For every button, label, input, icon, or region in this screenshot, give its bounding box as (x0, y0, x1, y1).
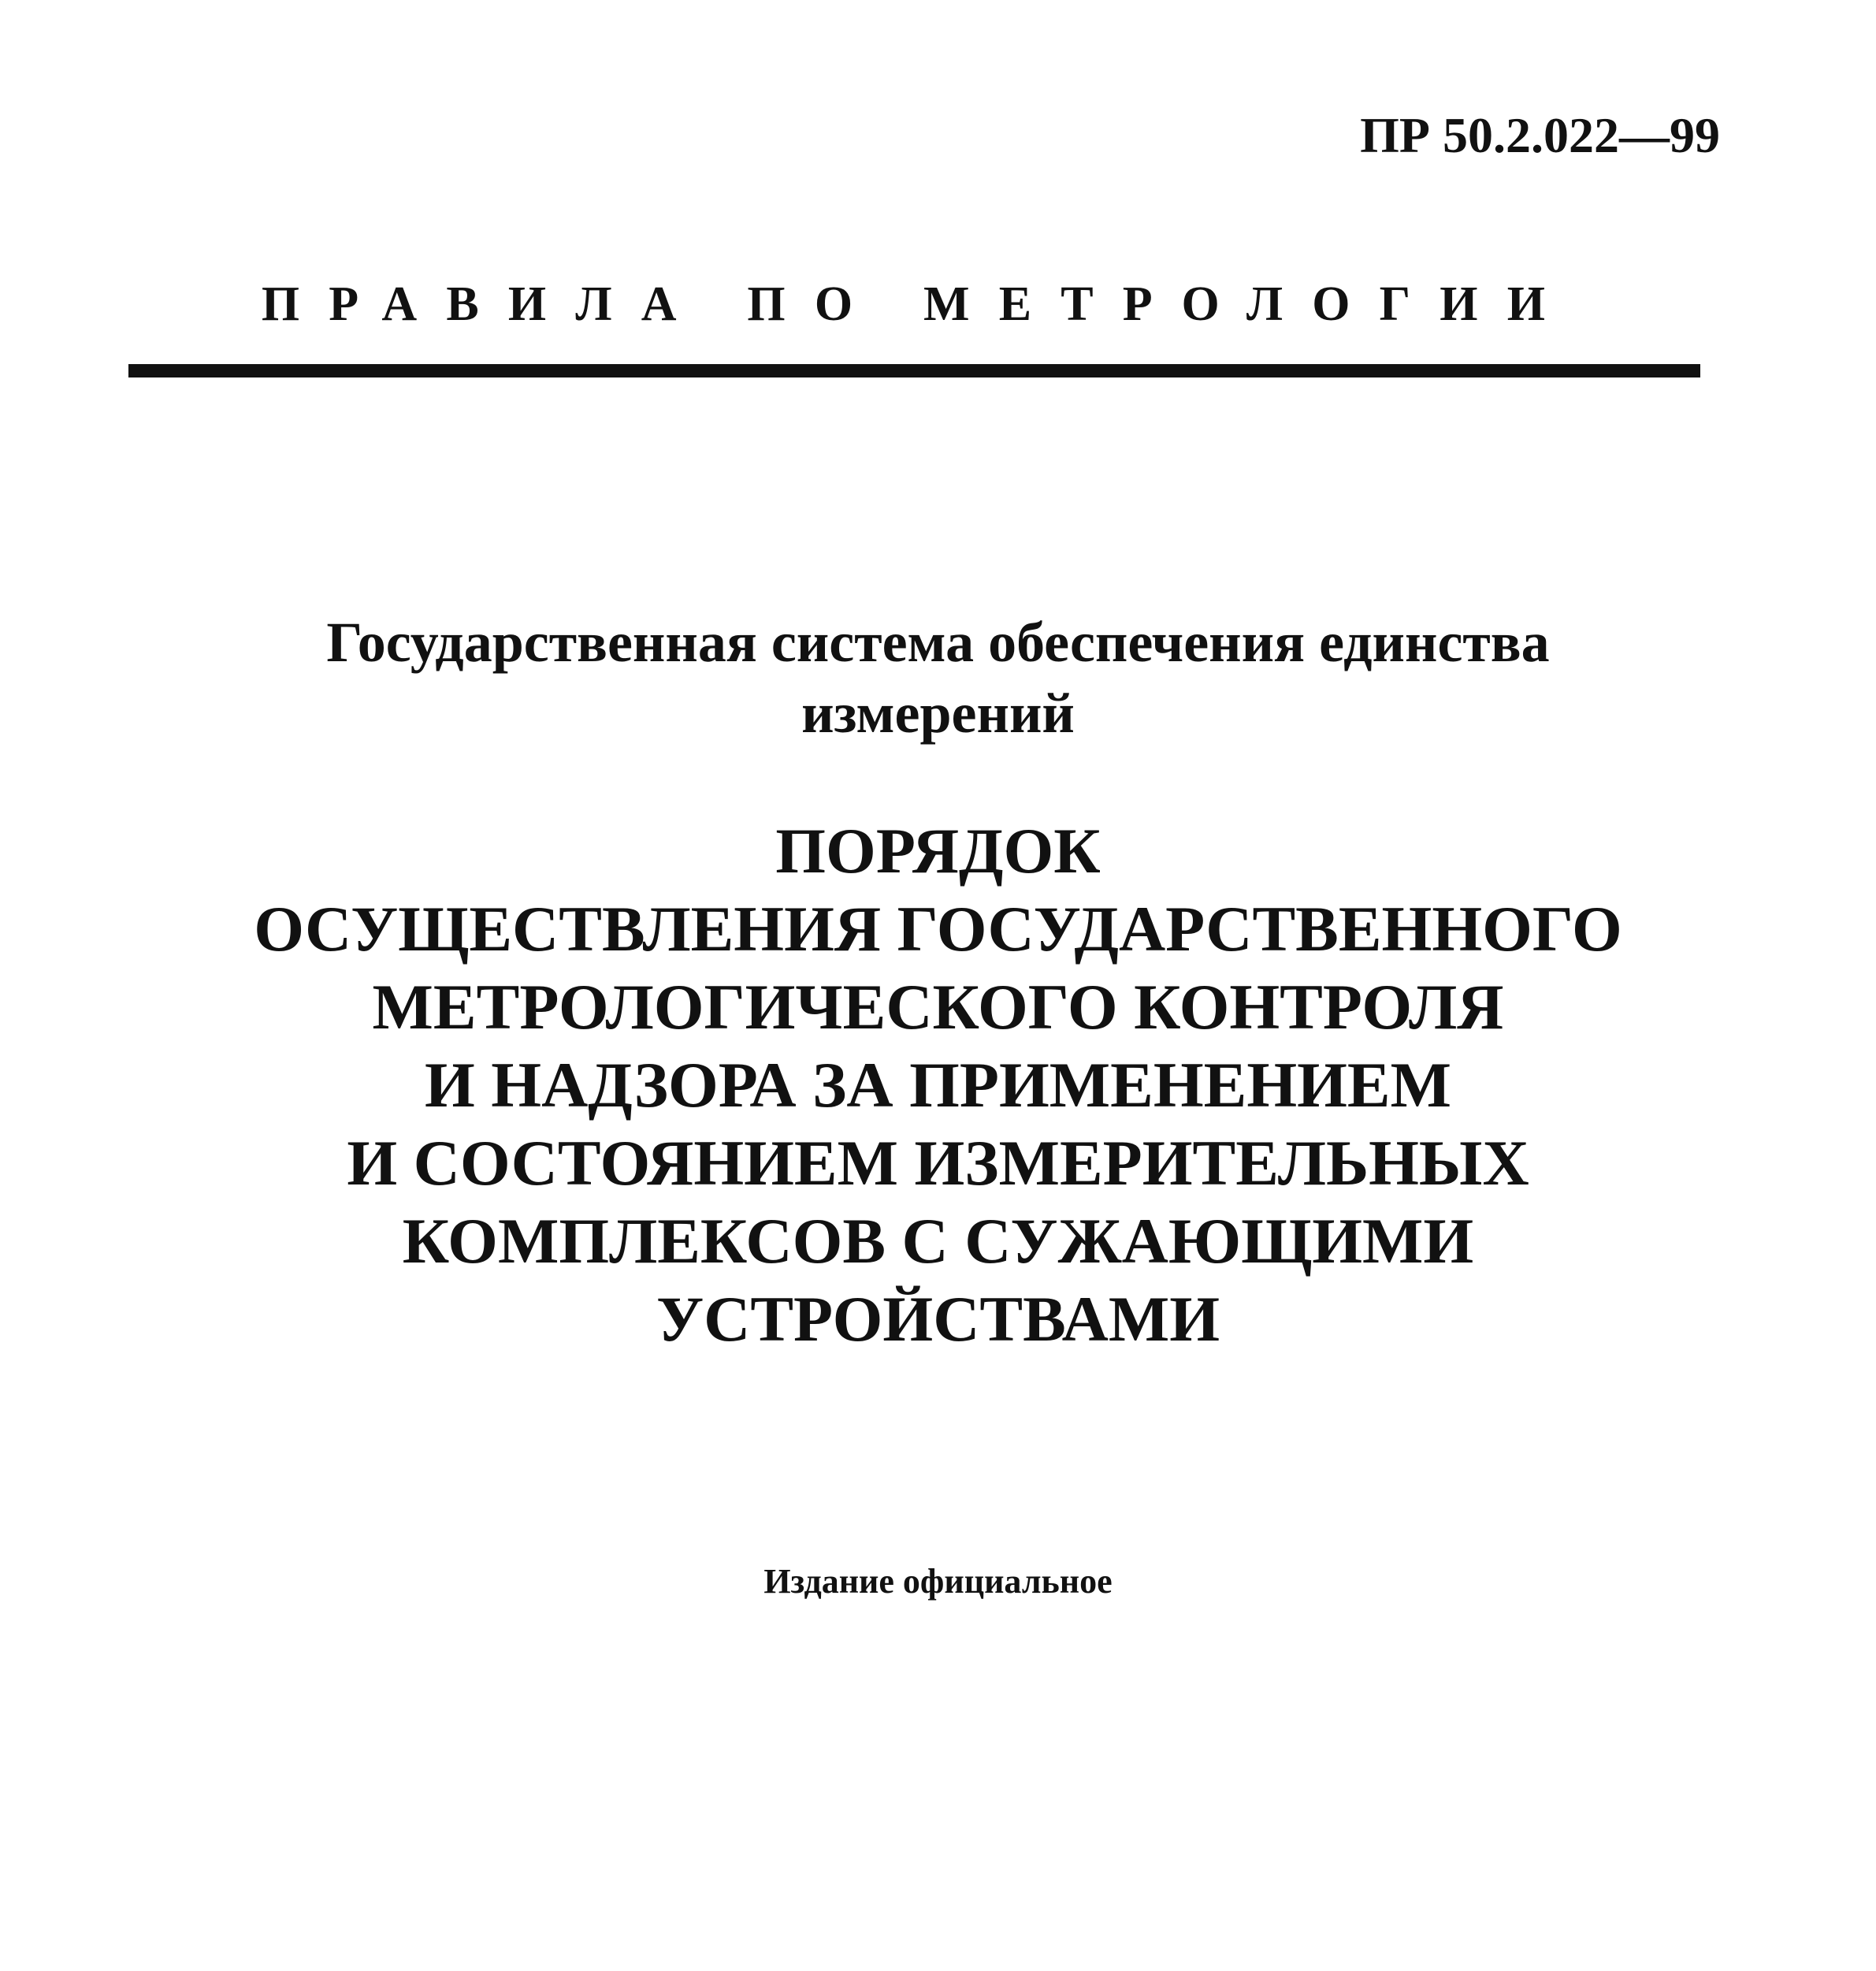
title-line-1: ПОРЯДОК (775, 815, 1101, 887)
title-line-6: КОМПЛЕКСОВ С СУЖАЮЩИМИ (402, 1205, 1474, 1277)
title-line-2: ОСУЩЕСТВЛЕНИЯ ГОСУДАРСТВЕННОГО (254, 893, 1622, 965)
subject-heading (205, 607, 1671, 749)
title-line-5: И СОСТОЯНИЕМ ИЗМЕРИТЕЛЬНЫХ (347, 1127, 1529, 1199)
title-line-3: МЕТРОЛОГИЧЕСКОГО КОНТРОЛЯ (372, 971, 1504, 1043)
subject-line-1: Государственная система обеспечения единства (326, 611, 1550, 674)
series-title: ПРАВИЛА ПО МЕТРОЛОГИИ (261, 277, 1575, 331)
title-line-7: УСТРОЙСТВАМИ (656, 1283, 1220, 1355)
header-rule (128, 364, 1700, 377)
title-line-4: И НАДЗОРА ЗА ПРИМЕНЕНИЕМ (425, 1049, 1451, 1121)
edition-note: Издание официальное (763, 1562, 1113, 1601)
subject-line-2: измерений (801, 682, 1075, 745)
document-code: ПР 50.2.022—99 (1360, 107, 1720, 163)
main-title (189, 812, 1687, 1358)
